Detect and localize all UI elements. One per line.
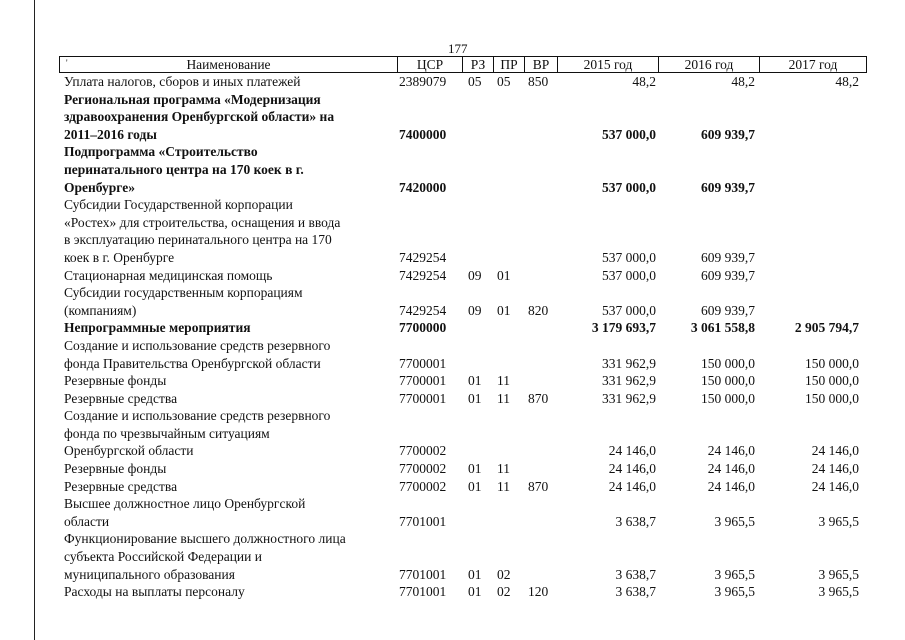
row-pr: 11	[497, 390, 510, 406]
row-name: Субсидии государственным корпорациям	[64, 285, 303, 301]
row-2017: 24 146,0	[811, 443, 859, 459]
row-name: Создание и использование средств резервного	[64, 408, 331, 424]
table-row	[59, 495, 867, 513]
row-2015: 3 638,7	[615, 513, 656, 529]
row-name: фонда по чрезвычайным ситуациям	[64, 425, 270, 441]
row-rz: 05	[468, 74, 482, 89]
row-2017: 3 965,5	[818, 584, 859, 600]
row-csr: 7700002	[399, 478, 447, 494]
row-2016: 48,2	[731, 74, 755, 89]
row-2016: 150 000,0	[701, 390, 755, 406]
row-2016: 609 939,7	[701, 179, 755, 195]
row-rz: 01	[468, 461, 482, 477]
row-2017: 24 146,0	[811, 478, 859, 494]
row-2017: 150 000,0	[805, 373, 859, 389]
row-name: перинатального центра на 170 коек в г.	[64, 161, 304, 177]
row-name: Функционирование высшего должностного лица	[64, 531, 346, 547]
table-row	[59, 355, 867, 373]
row-2017: 24 146,0	[811, 461, 859, 477]
table-row	[59, 407, 867, 425]
table-row	[59, 231, 867, 249]
header-vr: ВР	[524, 57, 557, 72]
row-vr: 870	[528, 478, 549, 494]
row-vr: 820	[528, 302, 549, 318]
table-row	[59, 390, 867, 408]
row-2016: 150 000,0	[701, 373, 755, 389]
row-csr: 7429254	[399, 249, 447, 265]
table-row	[59, 108, 867, 126]
table-row	[59, 337, 867, 355]
row-csr: 7700000	[399, 320, 447, 336]
row-name: Региональная программа «Модернизация	[64, 91, 321, 107]
row-2015: 3 179 693,7	[591, 320, 656, 336]
header-csr: ЦСР	[397, 57, 462, 72]
table-row	[59, 548, 867, 566]
row-pr: 11	[497, 478, 510, 494]
header-name: Наименование	[186, 57, 271, 72]
page-margin-line	[34, 0, 35, 640]
row-name: Уплата налогов, сборов и иных платежей	[64, 74, 301, 89]
row-rz: 01	[468, 390, 482, 406]
row-2017: 150 000,0	[805, 355, 859, 371]
row-name: Резервные фонды	[64, 373, 167, 389]
table-row	[59, 478, 867, 496]
row-2016: 3 061 558,8	[690, 320, 755, 336]
row-name: Непрограммные мероприятия	[64, 320, 251, 336]
row-name: здравоохранения Оренбургской области» на	[64, 109, 335, 125]
table-row	[59, 319, 867, 337]
row-2016: 24 146,0	[707, 461, 755, 477]
row-2015: 331 962,9	[602, 390, 656, 406]
row-2017: 3 965,5	[818, 513, 859, 529]
table-row	[59, 513, 867, 531]
row-2016: 3 965,5	[714, 513, 755, 529]
row-2015: 537 000,0	[602, 267, 656, 283]
row-2017: 2 905 794,7	[794, 320, 859, 336]
row-rz: 09	[468, 267, 482, 283]
table-row	[59, 284, 867, 302]
table-row	[59, 442, 867, 460]
table-row	[59, 73, 867, 91]
row-csr: 7700001	[399, 355, 447, 371]
row-csr: 7429254	[399, 267, 447, 283]
row-2016: 609 939,7	[701, 249, 755, 265]
row-pr: 11	[497, 373, 510, 389]
row-2016: 609 939,7	[701, 302, 755, 318]
row-2016: 609 939,7	[701, 126, 755, 142]
row-2015: 48,2	[632, 74, 656, 89]
row-csr: 7400000	[399, 126, 447, 142]
row-2015: 537 000,0	[602, 302, 656, 318]
table-body	[59, 73, 867, 601]
header-2016: 2016 год	[658, 57, 759, 72]
row-name: Оренбурге»	[64, 179, 135, 195]
row-2016: 609 939,7	[701, 267, 755, 283]
table-row	[59, 530, 867, 548]
row-name: Оренбургской области	[64, 443, 194, 459]
row-vr: 120	[528, 584, 549, 600]
row-2017: 150 000,0	[805, 390, 859, 406]
row-2016: 150 000,0	[701, 355, 755, 371]
row-pr: 01	[497, 302, 511, 318]
row-2016: 24 146,0	[707, 478, 755, 494]
row-rz: 01	[468, 478, 482, 494]
row-2017: 3 965,5	[818, 566, 859, 582]
table-row	[59, 161, 867, 179]
row-csr: 7700002	[399, 443, 447, 459]
row-2016: 3 965,5	[714, 566, 755, 582]
row-name: (компаниям)	[64, 302, 137, 318]
row-vr: 870	[528, 390, 549, 406]
row-vr: 850	[528, 74, 549, 89]
row-csr: 7701001	[399, 513, 447, 529]
row-rz: 01	[468, 566, 482, 582]
header-tick-mark: '	[66, 58, 68, 68]
row-csr: 2389079	[399, 74, 447, 89]
row-csr: 7701001	[399, 566, 447, 582]
row-pr: 02	[497, 566, 511, 582]
row-pr: 05	[497, 74, 511, 89]
row-name: субъекта Российской Федерации и	[64, 549, 262, 565]
row-rz: 09	[468, 302, 482, 318]
row-pr: 01	[497, 267, 511, 283]
table-row	[59, 425, 867, 443]
row-name: 2011–2016 годы	[64, 126, 157, 142]
header-2017: 2017 год	[759, 57, 866, 72]
row-name: Высшее должностное лицо Оренбургской	[64, 496, 306, 512]
row-name: муниципального образования	[64, 566, 235, 582]
row-name: коек в г. Оренбурге	[64, 249, 175, 265]
table-row	[59, 372, 867, 390]
row-name: Резервные фонды	[64, 461, 167, 477]
row-name: области	[64, 513, 110, 529]
row-2015: 24 146,0	[608, 478, 656, 494]
row-pr: 02	[497, 584, 511, 600]
row-2015: 3 638,7	[615, 584, 656, 600]
table-header	[59, 56, 867, 73]
row-csr: 7429254	[399, 302, 447, 318]
table-row	[59, 460, 867, 478]
row-2015: 24 146,0	[608, 443, 656, 459]
row-2015: 537 000,0	[602, 126, 656, 142]
row-2015: 24 146,0	[608, 461, 656, 477]
row-name: Резервные средства	[64, 478, 178, 494]
row-2015: 537 000,0	[602, 179, 656, 195]
row-rz: 01	[468, 373, 482, 389]
row-rz: 01	[468, 584, 482, 600]
header-rz: РЗ	[462, 57, 493, 72]
row-name: Создание и использование средств резервного	[64, 337, 331, 353]
page-number: 177	[448, 41, 468, 56]
row-csr: 7700001	[399, 390, 447, 406]
table-row	[59, 583, 867, 601]
table-row	[59, 302, 867, 320]
table-row	[59, 179, 867, 197]
table-row	[59, 267, 867, 285]
table-row	[59, 143, 867, 161]
row-2016: 3 965,5	[714, 584, 755, 600]
row-pr: 11	[497, 461, 510, 477]
budget-table	[59, 56, 867, 601]
table-row	[59, 566, 867, 584]
row-name: Резервные средства	[64, 390, 178, 406]
row-name: Стационарная медицинская помощь	[64, 267, 273, 283]
row-name: «Ростех» для строительства, оснащения и ввода	[64, 214, 341, 230]
table-row	[59, 196, 867, 214]
row-2016: 24 146,0	[707, 443, 755, 459]
table-row	[59, 249, 867, 267]
table-row	[59, 126, 867, 144]
row-2017: 48,2	[835, 74, 859, 89]
row-name: Расходы на выплаты персоналу	[64, 584, 245, 600]
row-csr: 7420000	[399, 179, 447, 195]
row-csr: 7700001	[399, 373, 447, 389]
row-name: в эксплуатацию перинатального центра на 170	[64, 232, 332, 248]
row-2015: 3 638,7	[615, 566, 656, 582]
row-2015: 331 962,9	[602, 373, 656, 389]
table-row	[59, 214, 867, 232]
row-2015: 331 962,9	[602, 355, 656, 371]
header-pr: ПР	[493, 57, 524, 72]
row-csr: 7701001	[399, 584, 447, 600]
row-csr: 7700002	[399, 461, 447, 477]
row-name: фонда Правительства Оренбургской области	[64, 355, 321, 371]
table-row	[59, 91, 867, 109]
header-2015: 2015 год	[557, 57, 658, 72]
row-name: Подпрограмма «Строительство	[64, 144, 258, 160]
row-2015: 537 000,0	[602, 249, 656, 265]
row-name: Субсидии Государственной корпорации	[64, 197, 293, 213]
